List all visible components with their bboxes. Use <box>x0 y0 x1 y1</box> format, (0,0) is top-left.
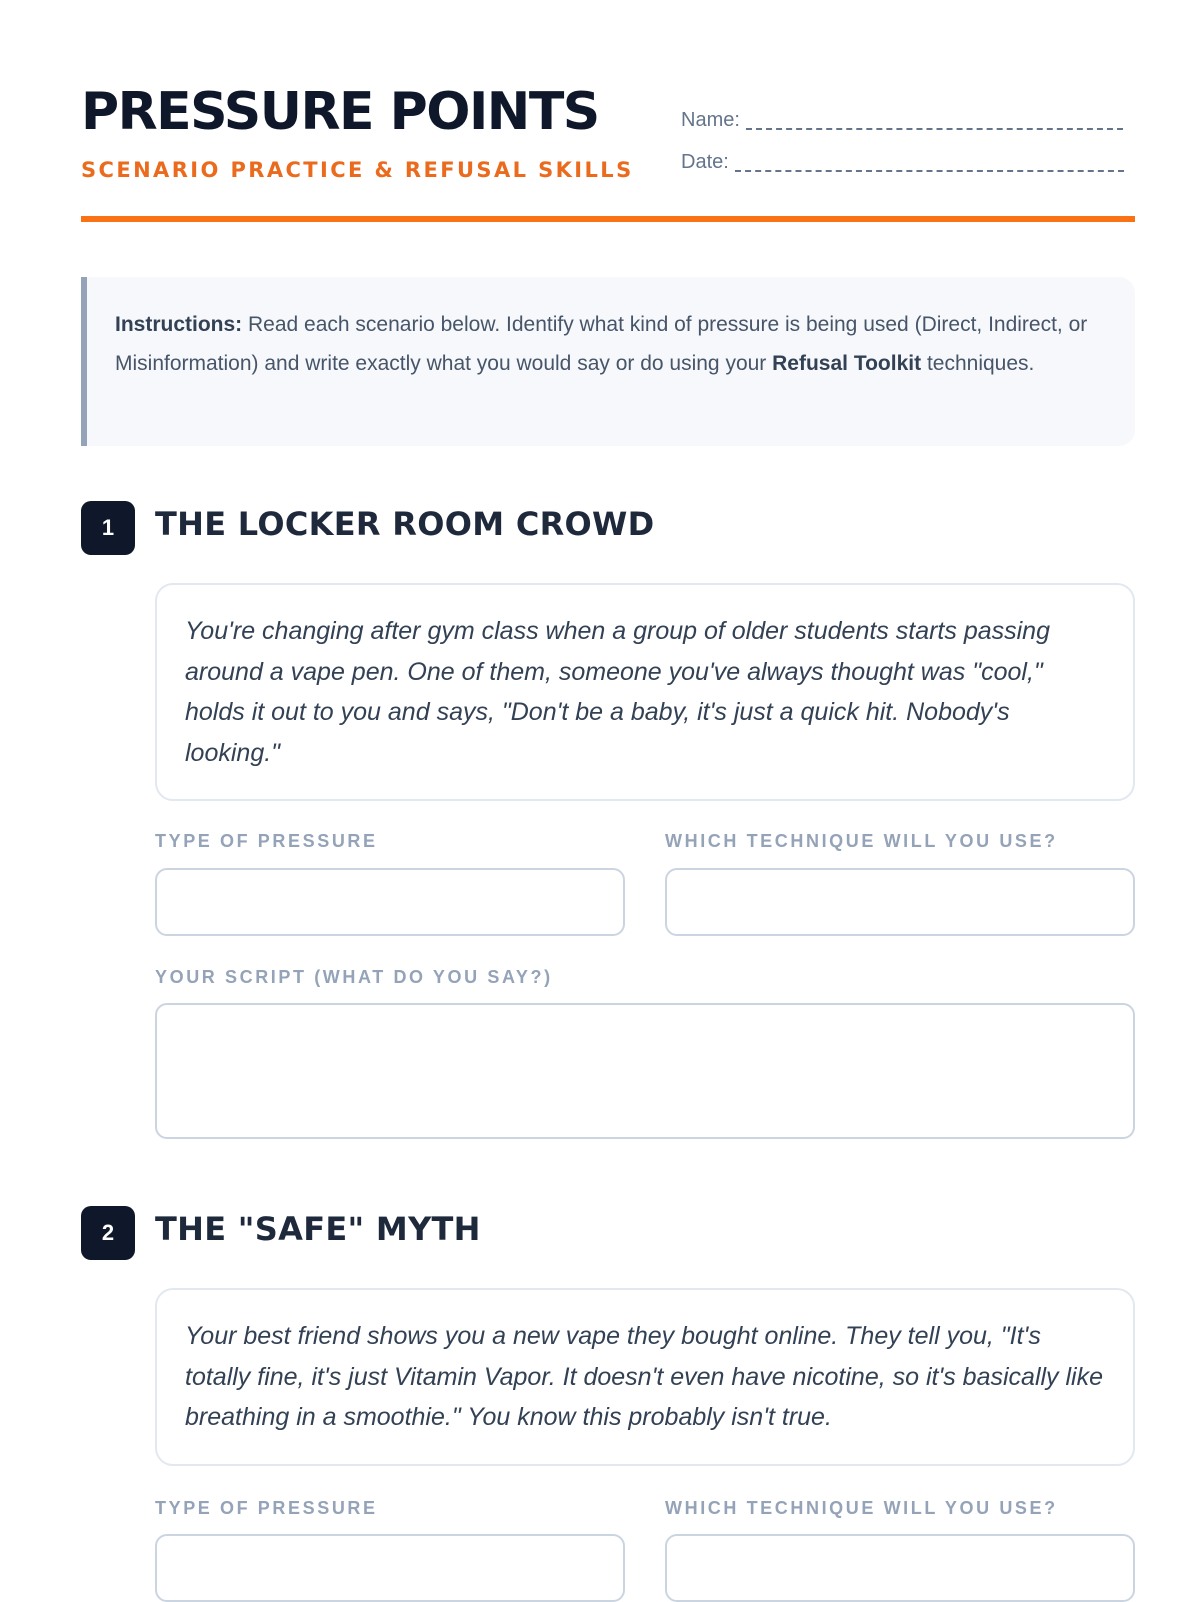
worksheet-header <box>81 0 1135 222</box>
instructions-text-1: Read each scenario below. Identify what kind of pressure is being used (Direct, Indirect, or Misinformation) and write exactly what you would say or do using your <box>115 313 1088 375</box>
name-field <box>681 108 1135 132</box>
instructions-lead: Instructions: <box>115 313 243 336</box>
scenario-number-badge: 1 <box>81 501 135 555</box>
pressure-type-label: TYPE OF PRESSURE <box>155 1498 378 1518</box>
script-textarea[interactable] <box>155 1003 1135 1139</box>
instructions-toolkit: Refusal Toolkit <box>772 352 922 375</box>
scenario-text-box: Your best friend shows you a new vape they bought online. They tell you, "It's totally fine, it's just Vitamin Vapor. It doesn't even have nicotine, so it's basically like breathing in a smoothie." You know this probably isn't true. <box>155 1288 1135 1466</box>
script-label: YOUR SCRIPT (WHAT DO YOU SAY?) <box>155 967 553 987</box>
pressure-type-input[interactable] <box>155 868 625 936</box>
scenario-title: THE LOCKER ROOM CROWD <box>155 505 655 543</box>
technique-label: WHICH TECHNIQUE WILL YOU USE? <box>665 831 1058 851</box>
scenario-number-badge: 2 <box>81 1206 135 1260</box>
pressure-type-label: TYPE OF PRESSURE <box>155 831 378 851</box>
instructions-box <box>81 277 1135 446</box>
technique-label: WHICH TECHNIQUE WILL YOU USE? <box>665 1498 1058 1518</box>
scenario-title: THE "SAFE" MYTH <box>155 1210 481 1248</box>
date-blank-line[interactable] <box>735 150 1124 172</box>
scenario-text-box: You're changing after gym class when a group of older students starts passing around a vape pen. One of them, someone you've always thought was "cool," holds it out to you and says, "Don't be a baby, it's just a quick hit. Nobody's looking." <box>155 583 1135 801</box>
page-subtitle: SCENARIO PRACTICE & REFUSAL SKILLS <box>81 158 634 182</box>
technique-input[interactable] <box>665 868 1135 936</box>
date-label: Date: <box>681 151 729 173</box>
worksheet-page <box>81 0 1135 1518</box>
name-blank-line[interactable] <box>746 108 1123 130</box>
date-field <box>681 150 1135 174</box>
technique-input[interactable] <box>665 1534 1135 1602</box>
header-divider <box>81 216 1135 222</box>
pressure-type-input[interactable] <box>155 1534 625 1602</box>
instructions-text-2: techniques. <box>921 352 1035 375</box>
name-label: Name: <box>681 109 740 131</box>
page-title: PRESSURE POINTS <box>81 82 599 142</box>
